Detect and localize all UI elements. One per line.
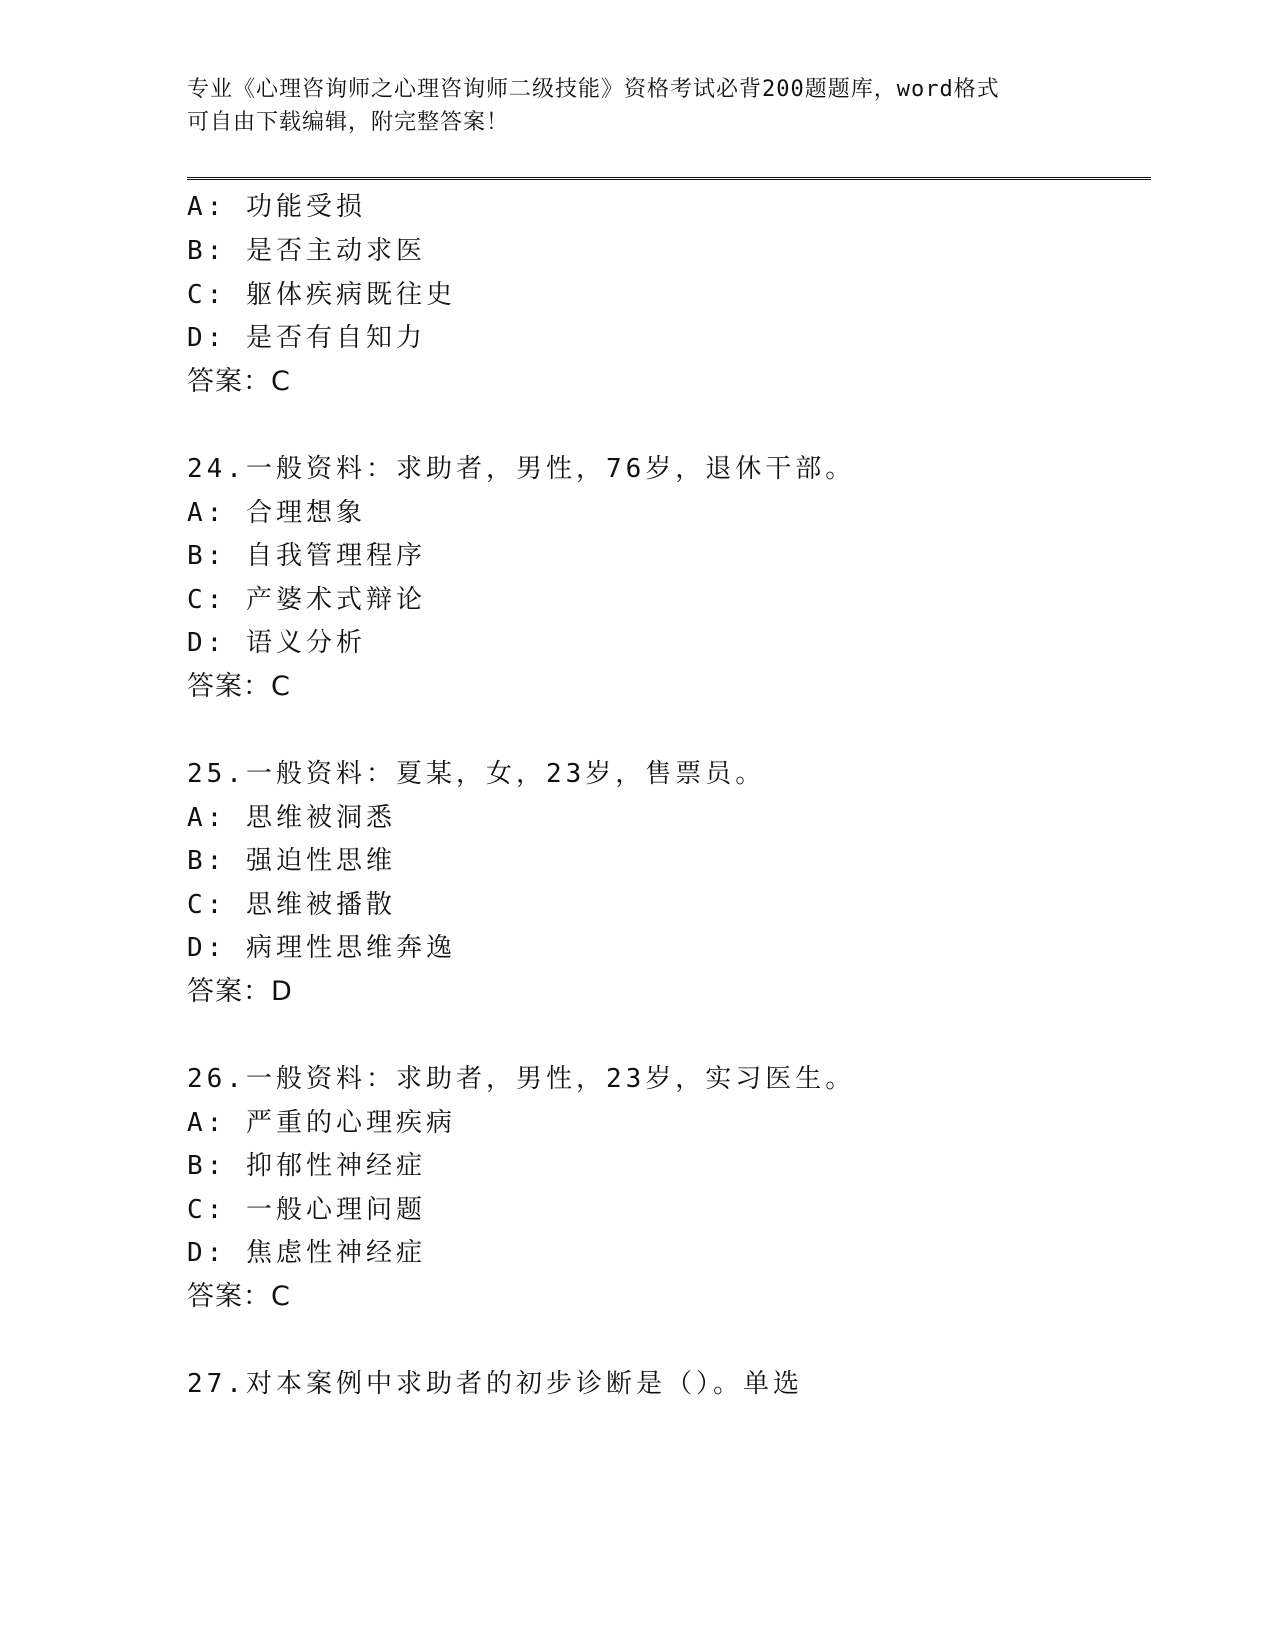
option-b: B: 强迫性思维	[187, 846, 396, 876]
question-stem: 26.一般资料：求助者，男性，23岁，实习医生。	[187, 1064, 856, 1094]
option-d: D: 是否有自知力	[187, 323, 426, 353]
option-d: D: 焦虑性神经症	[187, 1238, 426, 1268]
document-header	[187, 73, 1087, 139]
answer-line: 答案：C	[187, 671, 291, 702]
option-b: B: 自我管理程序	[187, 541, 426, 571]
header-line-1: 专业《心理咨询师之心理咨询师二级技能》资格考试必背200题题库，word格式	[187, 77, 1000, 102]
answer-line: 答案：C	[187, 366, 291, 397]
option-a: A: 功能受损	[187, 192, 366, 222]
option-b: B: 抑郁性神经症	[187, 1151, 426, 1181]
header-line-2: 可自由下载编辑，附完整答案！	[187, 110, 510, 135]
question-stem: 25.一般资料：夏某，女，23岁，售票员。	[187, 759, 766, 789]
option-d: D: 病理性思维奔逸	[187, 933, 456, 963]
option-a: A: 合理想象	[187, 498, 366, 528]
option-c: C: 一般心理问题	[187, 1195, 426, 1225]
question-stem: 24.一般资料：求助者，男性，76岁，退休干部。	[187, 454, 856, 484]
question-stem: 27.对本案例中求助者的初步诊断是（）。单选	[187, 1369, 803, 1399]
answer-line: 答案：C	[187, 1281, 291, 1312]
option-c: C: 躯体疾病既往史	[187, 280, 456, 310]
header-divider	[187, 177, 1151, 180]
answer-line: 答案：D	[187, 976, 293, 1007]
option-c: C: 思维被播散	[187, 890, 396, 920]
option-a: A: 严重的心理疾病	[187, 1108, 456, 1138]
option-b: B: 是否主动求医	[187, 236, 426, 266]
option-a: A: 思维被洞悉	[187, 803, 396, 833]
option-c: C: 产婆术式辩论	[187, 585, 426, 615]
option-d: D: 语义分析	[187, 628, 366, 658]
